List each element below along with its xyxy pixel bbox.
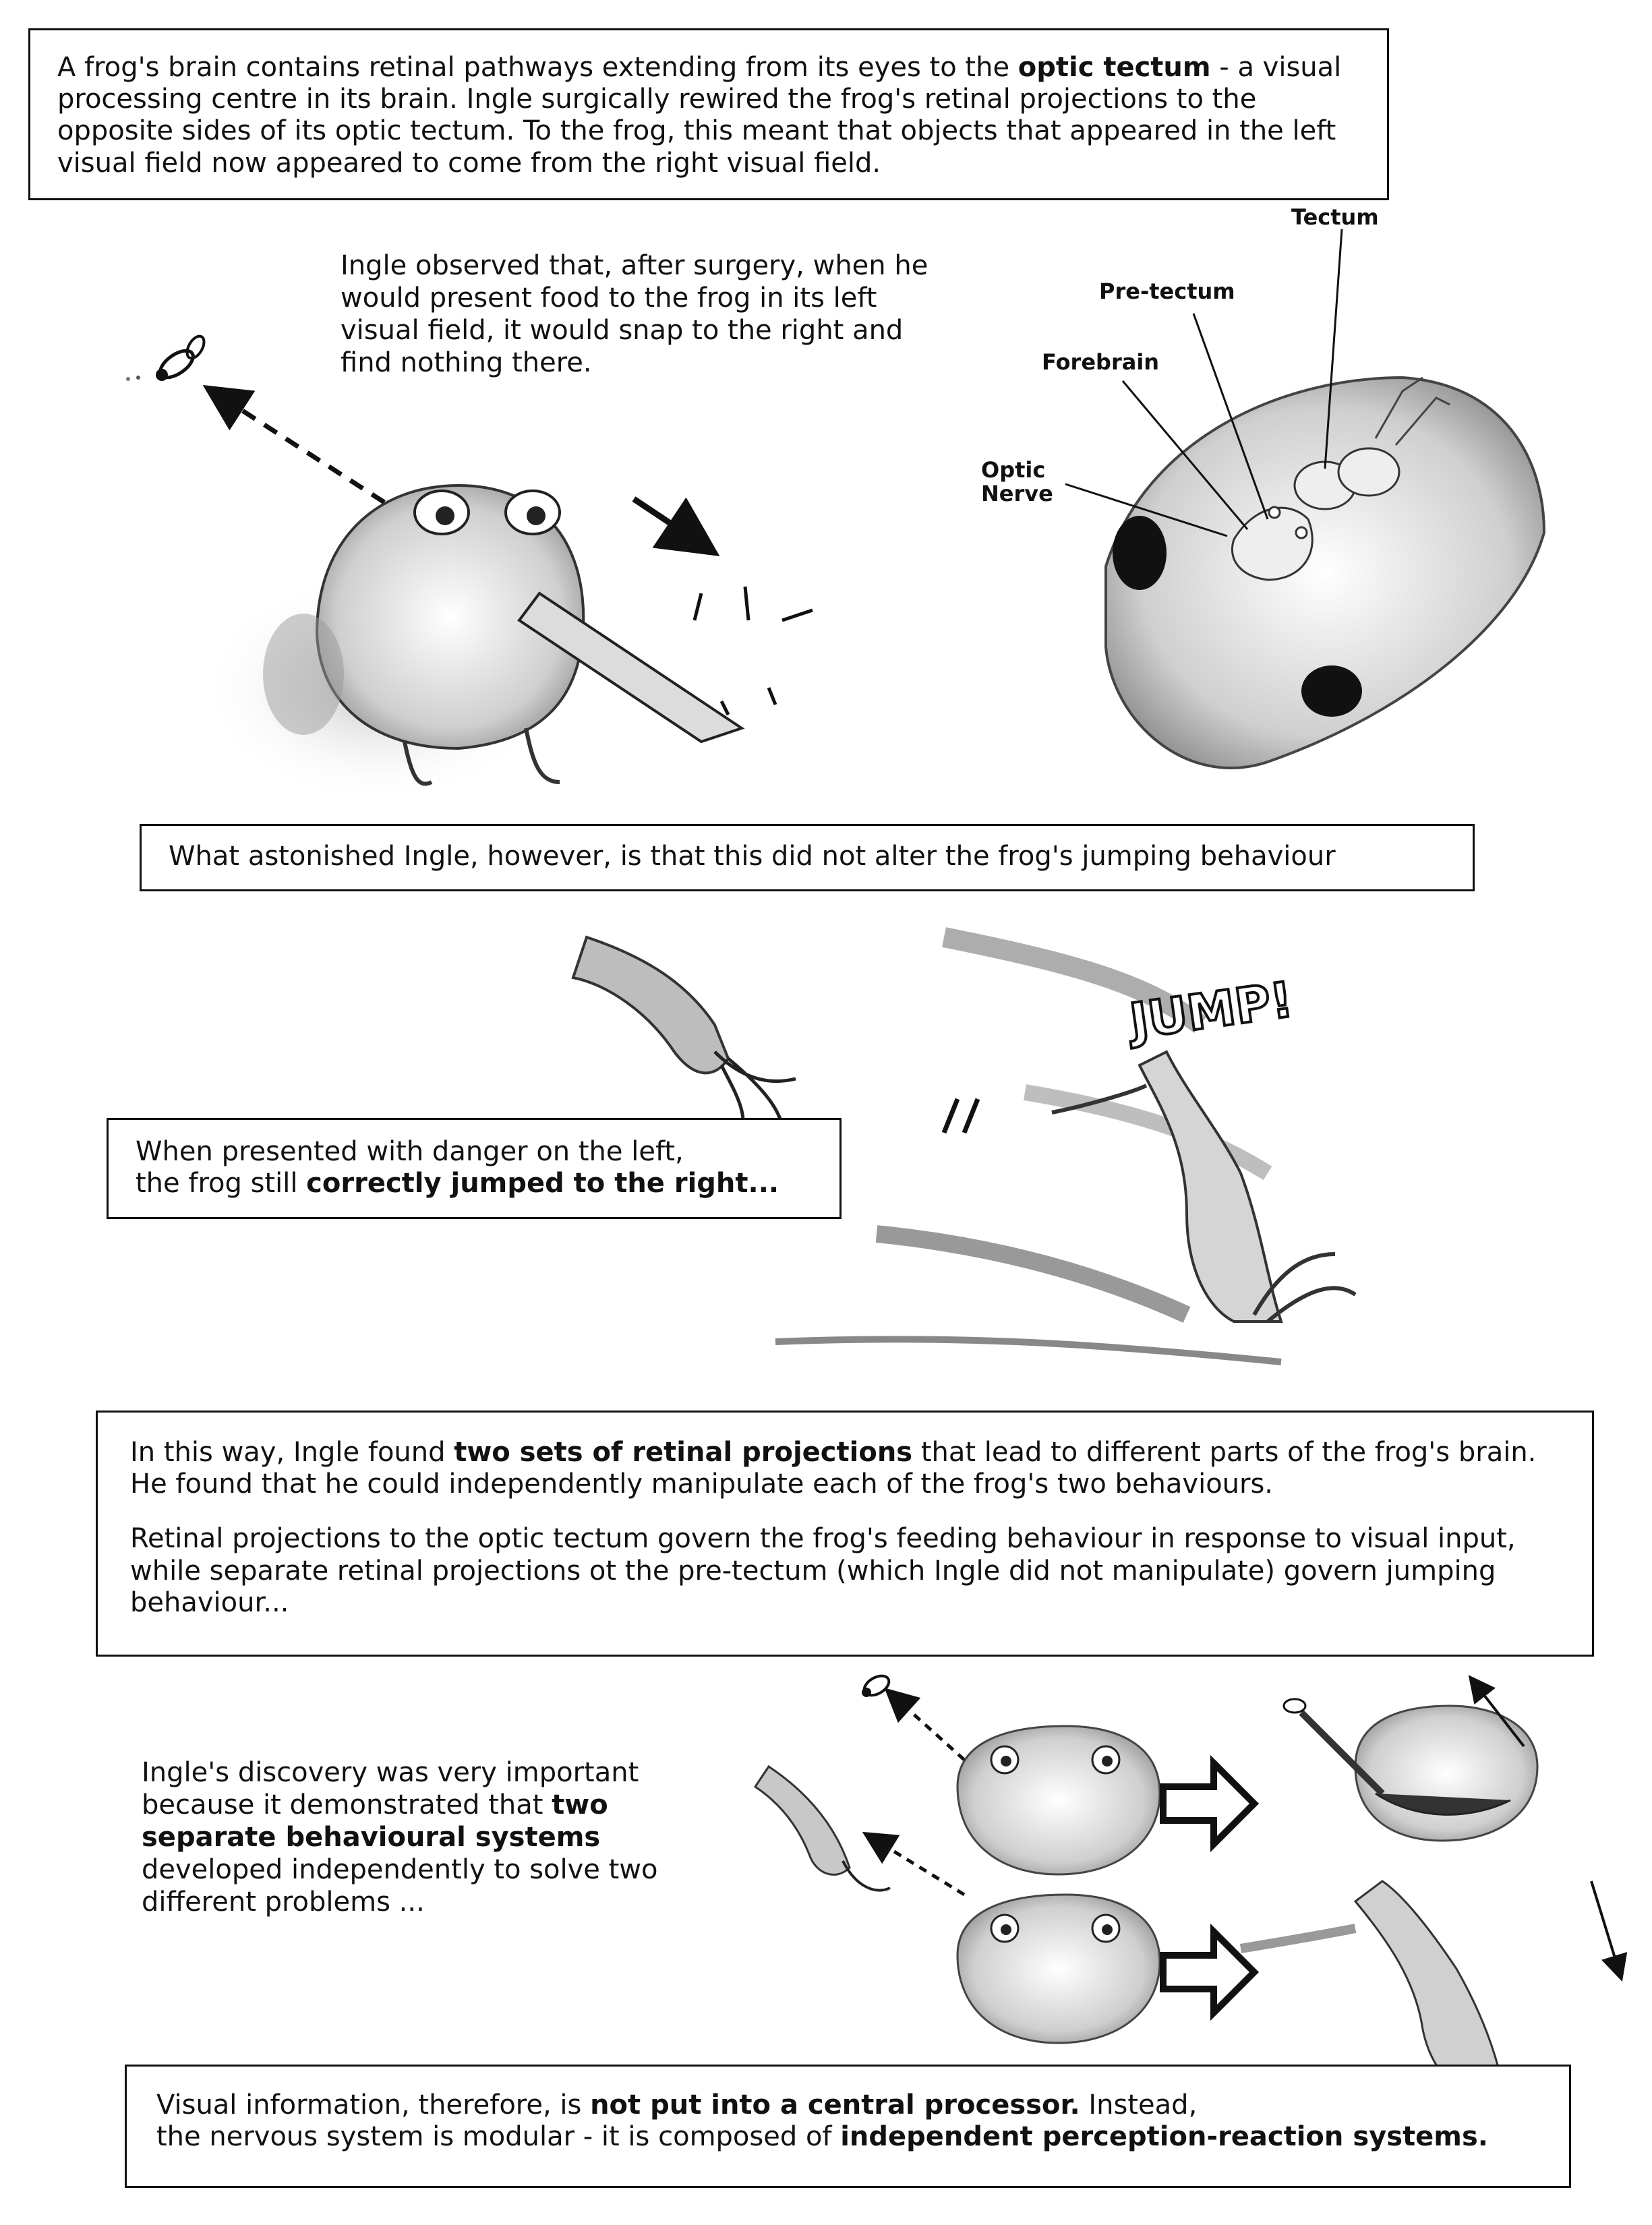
dashed-arrow-food — [897, 1699, 964, 1760]
predator-claw-small — [755, 1767, 890, 1891]
right-arrow-icon — [1163, 1763, 1254, 1844]
caption-text: Retinal projections to the optic tectum govern the frog's feeding behaviour in response to visual input, while separate retinal projections ot the pre-tectum (which Ingle did not manipulate) govern jumping behaviour... — [130, 1523, 1516, 1618]
fly-icon — [126, 333, 208, 382]
label-tectum: Tectum — [1291, 204, 1379, 230]
jump-sound-effect: JUMP! — [1126, 970, 1297, 1050]
caption-text: In this way, Ingle found — [130, 1437, 454, 1468]
frog-feeding-result — [1284, 1699, 1537, 1841]
label-forebrain: Forebrain — [1042, 349, 1160, 375]
caption-danger — [107, 1118, 842, 1219]
discovery-text — [142, 1756, 721, 1918]
dashed-arrow — [223, 398, 384, 502]
caption-emphasis: independent perception-reaction systems. — [840, 2121, 1488, 2153]
dashed-arrow-danger — [877, 1841, 964, 1895]
caption-text: Instead, — [1080, 2089, 1198, 2120]
label-pre-tectum: Pre-tectum — [1099, 278, 1235, 304]
observation-text — [341, 249, 947, 379]
caption-astonished — [140, 824, 1475, 891]
caption-two-sets — [96, 1411, 1594, 1657]
caption-emphasis: optic tectum — [1017, 52, 1211, 83]
caption-emphasis: not put into a central processor. — [590, 2089, 1080, 2120]
frog-brain-diagram — [1106, 378, 1544, 768]
fly-icon-small — [861, 1672, 893, 1700]
frog-face-bottom — [957, 1895, 1160, 2043]
caption-text: What astonished Ingle, however, is that this did not alter the frog's jumping behaviour — [169, 841, 1336, 872]
caption-text: Visual information, therefore, is — [156, 2089, 591, 2120]
caption-text: When presented with danger on the left, — [136, 1136, 684, 1167]
discovery-text-content: Ingle's discovery was very important because it demonstrated that — [142, 1757, 639, 1820]
snap-burst-lines — [695, 587, 813, 715]
caption-emphasis: correctly jumped to the right... — [306, 1168, 779, 1199]
caption-text: that lead to different parts of the frog's brain. He found that he could independently manipulate each of the frog's two behaviours. — [130, 1437, 1537, 1500]
downward-arrow — [1591, 1881, 1618, 1969]
caption-text: - a visual processing centre in its brain. Ingle surgically rewired the frog's retinal projections to the opposite sides of its optic tectum. To the frog, this meant that objects that appeared in the left visual field now appeared to come from the right visual field. — [57, 52, 1342, 179]
snap-direction-arrow — [634, 499, 695, 539]
predator-claw-illustration — [573, 937, 796, 1146]
frog-snapping-illustration — [202, 485, 742, 802]
caption-text: A frog's brain contains retinal pathways extending from its eyes to the — [57, 52, 1018, 83]
label-optic-nerve: Optic Nerve — [981, 457, 1053, 507]
discovery-text-content: developed independently to solve two different problems ... — [142, 1854, 658, 1918]
caption-conclusion — [125, 2065, 1571, 2188]
frog-face-top — [957, 1726, 1160, 1874]
discovery-emphasis: two separate behavioural systems — [142, 1789, 608, 1853]
observation-text-content: Ingle observed that, after surgery, when he would present food to the frog in its left visual field, it would snap to the right and find nothing there. — [341, 250, 928, 378]
caption-emphasis: two sets of retinal projections — [454, 1437, 913, 1468]
caption-text: the nervous system is modular - it is composed of — [156, 2121, 841, 2153]
caption-intro — [28, 28, 1389, 200]
caption-text: the frog still — [136, 1168, 307, 1199]
